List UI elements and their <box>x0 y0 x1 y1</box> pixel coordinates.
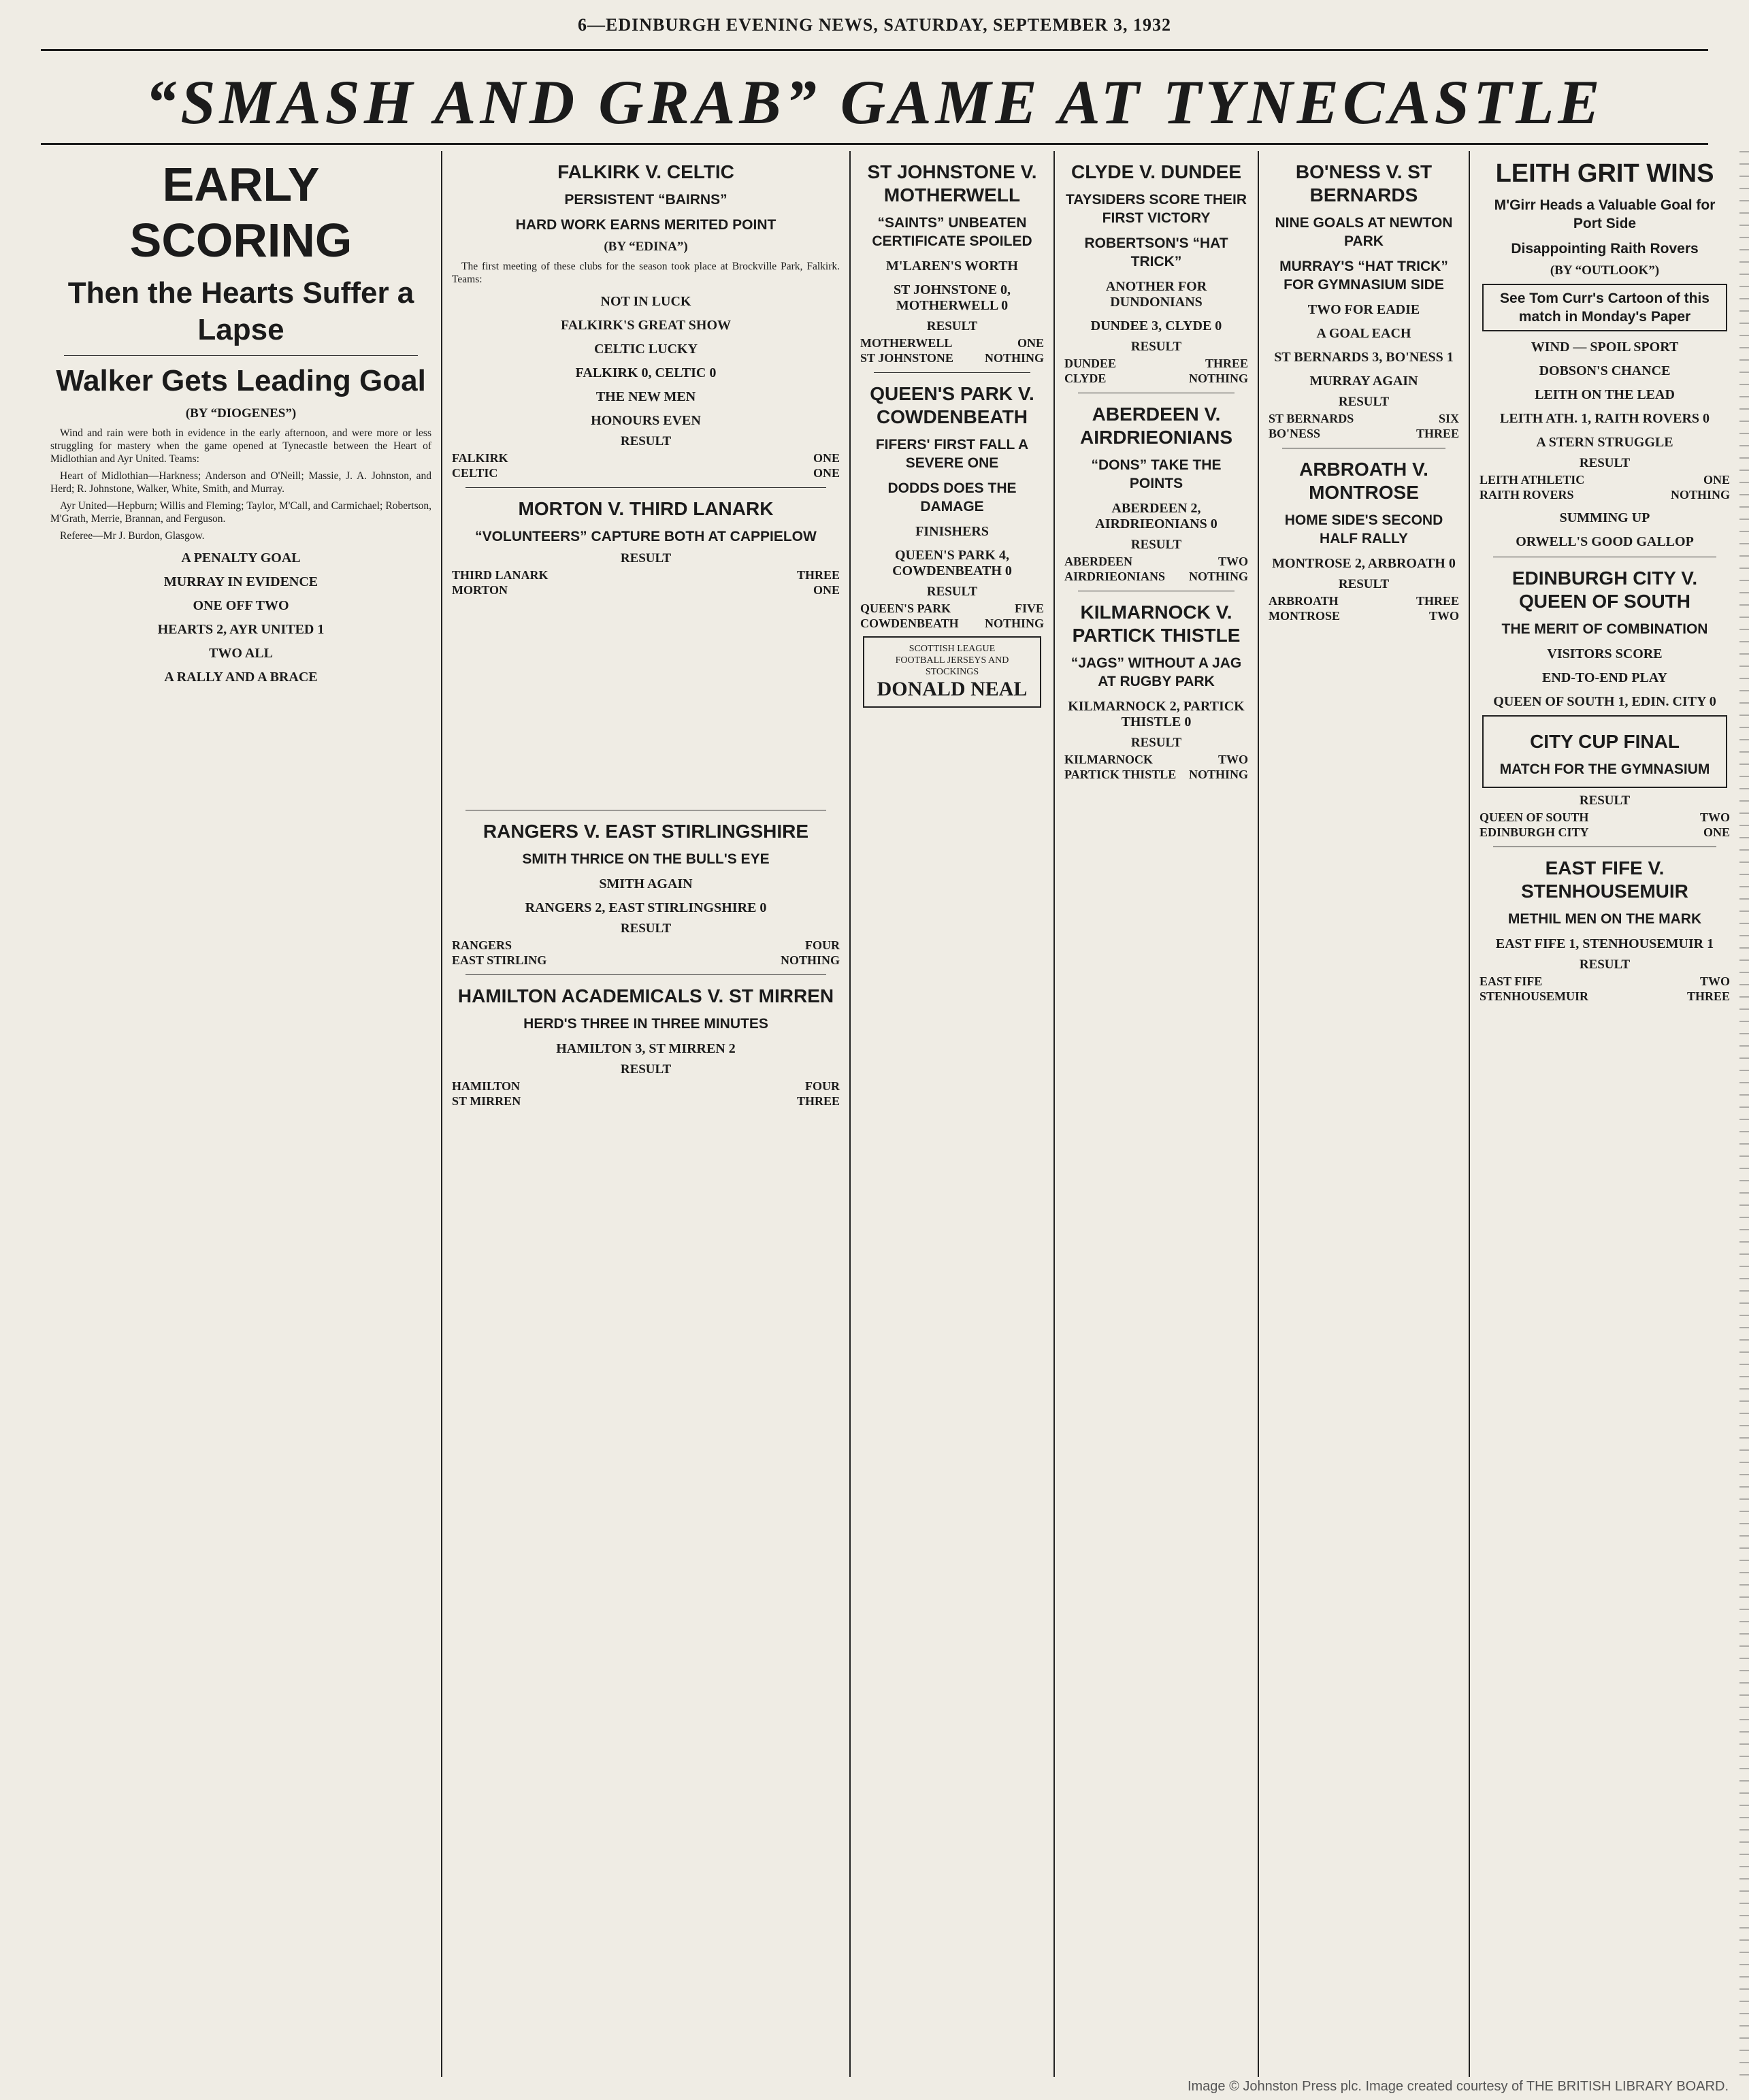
result-line: HAMILTON FOUR <box>452 1079 840 1093</box>
subhead: TWO ALL <box>209 646 273 661</box>
deck: TAYSIDERS SCORE THEIR FIRST VICTORY <box>1065 192 1247 226</box>
subhead: RANGERS 2, EAST STIRLINGSHIRE 0 <box>525 900 767 915</box>
headline-boness-st-bernards: BO'NESS V. ST BERNARDS <box>1295 161 1433 206</box>
subhead: QUEEN'S PARK 4, COWDENBEATH 0 <box>892 548 1012 578</box>
deck-hearts-lapse: Then the Hearts Suffer a Lapse <box>67 276 414 346</box>
subhead: ONE OFF TWO <box>193 598 289 613</box>
deck: ROBERTSON'S “HAT TRICK” <box>1084 235 1228 269</box>
headline-hamilton-st-mirren: HAMILTON ACADEMICALS V. ST MIRREN <box>457 985 834 1006</box>
result-line: MOTHERWELL ONE <box>860 336 1044 350</box>
subhead: A RALLY AND A BRACE <box>164 670 318 685</box>
banner-headline: “SMASH AND GRAB” GAME AT TYNECASTLE <box>41 61 1708 145</box>
result-line: ST JOHNSTONE NOTHING <box>860 351 1044 365</box>
headline-arbroath-montrose: ARBROATH V. MONTROSE <box>1299 459 1428 503</box>
result-line: BO'NESS THREE <box>1269 427 1459 440</box>
deck: HARD WORK EARNS MERITED POINT <box>515 217 777 233</box>
left-subcolumn <box>452 151 840 597</box>
subhead: HEARTS 2, AYR UNITED 1 <box>157 622 325 637</box>
divider <box>874 372 1030 373</box>
result-label: RESULT <box>1130 538 1182 552</box>
headline-falkirk-celtic: FALKIRK V. CELTIC <box>557 161 734 182</box>
result-label: RESULT <box>1579 793 1631 808</box>
byline: (BY “DIOGENES”) <box>185 406 297 421</box>
headline-morton-third-lanark: MORTON V. THIRD LANARK <box>518 498 774 519</box>
result-line: QUEEN OF SOUTH TWO <box>1480 810 1730 824</box>
result-line: EDINBURGH CITY ONE <box>1480 825 1730 839</box>
result-label: RESULT <box>926 585 978 599</box>
result-line: LEITH ATHLETIC ONE <box>1480 473 1730 487</box>
headline-edinburgh-city-queen-of-south: EDINBURGH CITY V. QUEEN OF SOUTH <box>1511 568 1698 612</box>
result-label: RESULT <box>620 921 672 936</box>
result-label: RESULT <box>1338 577 1390 591</box>
result-line: ST BERNARDS SIX <box>1269 412 1459 425</box>
city-cup-box <box>1482 715 1727 788</box>
subhead: HAMILTON 3, ST MIRREN 2 <box>556 1041 736 1056</box>
subhead: VISITORS SCORE <box>1547 646 1663 661</box>
result-label: RESULT <box>926 319 978 333</box>
subhead: FALKIRK'S GREAT SHOW <box>560 318 732 333</box>
subhead: MONTROSE 2, ARBROATH 0 <box>1272 556 1456 571</box>
result-line: ABERDEEN TWO <box>1064 555 1248 568</box>
column-boness-st-bernards <box>1259 151 1470 2077</box>
result-label: RESULT <box>1338 395 1390 409</box>
subhead: MURRAY IN EVIDENCE <box>163 574 318 589</box>
subhead: A STERN STRUGGLE <box>1536 435 1673 450</box>
deck: FIFERS' FIRST FALL A SEVERE ONE <box>875 437 1029 471</box>
subhead: A GOAL EACH <box>1316 326 1411 341</box>
subhead: ST BERNARDS 3, BO'NESS 1 <box>1274 350 1454 365</box>
subhead: KILMARNOCK 2, PARTICK THISTLE 0 <box>1068 699 1245 729</box>
deck: “DONS” TAKE THE POINTS <box>1091 457 1222 491</box>
result-line: COWDENBEATH NOTHING <box>860 617 1044 630</box>
divider <box>64 355 418 356</box>
image-credit: Image © Johnston Press plc. Image created courtesy of THE BRITISH LIBRARY BOARD. <box>1187 2079 1729 2094</box>
article-paragraph: Referee—Mr J. Burdon, Glasgow. <box>60 530 205 542</box>
subhead: LEITH ON THE LEAD <box>1535 387 1675 402</box>
subhead: LEITH ATH. 1, RAITH ROVERS 0 <box>1499 411 1710 426</box>
subhead: THE NEW MEN <box>595 389 696 404</box>
subhead: HONOURS EVEN <box>591 413 701 428</box>
subhead: ANOTHER FOR DUNDONIANS <box>1105 279 1207 310</box>
page-edge <box>1739 151 1749 2077</box>
result-line: CELTIC ONE <box>452 466 840 480</box>
headline-kilmarnock-partick: KILMARNOCK V. PARTICK THISTLE <box>1072 602 1241 646</box>
deck: HOME SIDE'S SECOND HALF RALLY <box>1284 512 1443 546</box>
deck: HERD'S THREE IN THREE MINUTES <box>523 1016 768 1032</box>
subhead: CELTIC LUCKY <box>593 342 698 357</box>
result-line: THIRD LANARK THREE <box>452 568 840 582</box>
article-paragraph: Heart of Midlothian—Harkness; Anderson and O'Neill; Massie, J. A. Johnston, and Herd; R. Johnstone, Walker, White, Smith, and Murray. <box>50 470 431 495</box>
headline-leith-grit-wins: LEITH GRIT WINS <box>1495 159 1714 188</box>
result-label: RESULT <box>620 434 672 448</box>
article-paragraph: Ayr United—Hepburn; Willis and Fleming; Taylor, M'Call, and Carmichael; Robertson, M'Grath, Merrie, Brannan, and Ferguson. <box>50 500 431 525</box>
article-paragraph: Wind and rain were both in evidence in the early afternoon, and were more or less struggling for mastery when the game opened at Tynecastle between the Heart of Midlothian and Ayr United. Teams: <box>50 427 431 465</box>
headline-aberdeen-airdrie: ABERDEEN V. AIRDRIEONIANS <box>1079 404 1232 448</box>
headline-early-scoring: EARLY SCORING <box>129 158 353 267</box>
result-line: EAST FIFE TWO <box>1480 974 1730 988</box>
deck: MATCH FOR THE GYMNASIUM <box>1499 761 1710 777</box>
subhead: QUEEN OF SOUTH 1, EDIN. CITY 0 <box>1493 694 1716 709</box>
column-hearts-ayr <box>41 151 442 2077</box>
deck: DODDS DOES THE DAMAGE <box>887 480 1017 514</box>
subhead: ST JOHNSTONE 0, MOTHERWELL 0 <box>893 282 1011 313</box>
column-st-johnstone <box>851 151 1055 2077</box>
deck: THE MERIT OF COMBINATION <box>1501 621 1708 637</box>
deck: M'Girr Heads a Valuable Goal for Port Side <box>1494 197 1716 231</box>
result-line: CLYDE NOTHING <box>1064 372 1248 385</box>
result-line: RAITH ROVERS NOTHING <box>1480 488 1730 502</box>
divider <box>465 487 826 488</box>
subhead: SMITH AGAIN <box>599 876 693 891</box>
subhead: WIND — SPOIL SPORT <box>1531 340 1679 355</box>
result-line: MONTROSE TWO <box>1269 609 1459 623</box>
byline: (BY “EDINA”) <box>604 240 688 254</box>
deck: “VOLUNTEERS” CAPTURE BOTH AT CAPPIELOW <box>475 529 817 544</box>
result-line: QUEEN'S PARK FIVE <box>860 602 1044 615</box>
subhead: FALKIRK 0, CELTIC 0 <box>575 365 717 380</box>
subhead: DOBSON'S CHANCE <box>1539 363 1671 378</box>
article-paragraph: The first meeting of these clubs for the season took place at Brockville Park, Falkirk. Teams: <box>452 261 840 285</box>
subhead: M'LAREN'S WORTH <box>886 259 1018 274</box>
result-line: PARTICK THISTLE NOTHING <box>1064 768 1248 781</box>
headline-st-johnstone-motherwell: ST JOHNSTONE V. MOTHERWELL <box>867 161 1037 206</box>
column-rangers-hamilton <box>442 803 851 2076</box>
deck: Disappointing Raith Rovers <box>1511 241 1699 257</box>
result-label: RESULT <box>1130 340 1182 354</box>
subhead: A PENALTY GOAL <box>181 551 301 565</box>
deck: “JAGS” WITHOUT A JAG AT RUGBY PARK <box>1070 655 1242 689</box>
headline-rangers-east-stirling: RANGERS V. EAST STIRLINGSHIRE <box>483 821 809 842</box>
subhead: DUNDEE 3, CLYDE 0 <box>1090 318 1222 333</box>
column-clyde-dundee <box>1055 151 1259 2077</box>
result-line: STENHOUSEMUIR THREE <box>1480 989 1730 1003</box>
subhead: ORWELL'S GOOD GALLOP <box>1516 534 1694 549</box>
result-label: RESULT <box>620 1062 672 1077</box>
result-line: EAST STIRLING NOTHING <box>452 953 840 967</box>
result-line: FALKIRK ONE <box>452 451 840 465</box>
result-label: RESULT <box>1130 736 1182 750</box>
divider <box>465 974 826 975</box>
subhead: END-TO-END PLAY <box>1542 670 1667 685</box>
folio-line: 6—EDINBURGH EVENING NEWS, SATURDAY, SEPTEMBER 3, 1932 <box>41 15 1708 51</box>
headline-city-cup-final: CITY CUP FINAL <box>1530 731 1680 752</box>
result-label: RESULT <box>620 551 672 565</box>
deck: PERSISTENT “BAIRNS” <box>564 192 728 208</box>
subhead: TWO FOR EADIE <box>1307 302 1420 317</box>
result-line: ST MIRREN THREE <box>452 1094 840 1108</box>
deck-walker-goal: Walker Gets Leading Goal <box>56 364 426 397</box>
subhead: SUMMING UP <box>1559 510 1650 525</box>
result-line: AIRDRIEONIANS NOTHING <box>1064 570 1248 583</box>
headline-clyde-dundee: CLYDE V. DUNDEE <box>1070 161 1241 182</box>
subhead: FINISHERS <box>915 524 989 539</box>
result-line: ARBROATH THREE <box>1269 594 1459 608</box>
subhead: MURRAY AGAIN <box>1309 374 1418 389</box>
headline-east-fife-stenhousemuir: EAST FIFE V. STENHOUSEMUIR <box>1521 857 1688 902</box>
result-line: MORTON ONE <box>452 583 840 597</box>
headline-queens-park-cowdenbeath: QUEEN'S PARK V. COWDENBEATH <box>870 383 1034 427</box>
deck: METHIL MEN ON THE MARK <box>1507 911 1702 927</box>
result-line: DUNDEE THREE <box>1064 357 1248 370</box>
result-label: RESULT <box>1579 456 1631 470</box>
result-line: RANGERS FOUR <box>452 938 840 952</box>
result-label: RESULT <box>1579 957 1631 972</box>
deck: MURRAY'S “HAT TRICK” FOR GYMNASIUM SIDE <box>1279 259 1448 293</box>
column-leith-edinburgh-city <box>1470 151 1739 2077</box>
subhead: ABERDEEN 2, AIRDRIEONIANS 0 <box>1095 501 1217 531</box>
deck: “SAINTS” UNBEATEN CERTIFICATE SPOILED <box>872 215 1032 249</box>
byline: (BY “OUTLOOK”) <box>1550 263 1660 278</box>
cartoon-notice-box: See Tom Curr's Cartoon of this match in Monday's Paper <box>1482 284 1727 331</box>
result-line: KILMARNOCK TWO <box>1064 753 1248 766</box>
subhead: EAST FIFE 1, STENHOUSEMUIR 1 <box>1495 936 1714 951</box>
subhead: NOT IN LUCK <box>600 294 691 309</box>
deck: NINE GOALS AT NEWTON PARK <box>1275 215 1453 249</box>
deck: SMITH THRICE ON THE BULL'S EYE <box>522 851 770 867</box>
advertisement: SCOTTISH LEAGUE FOOTBALL JERSEYS AND STOCKINGS DONALD NEAL <box>863 636 1041 708</box>
